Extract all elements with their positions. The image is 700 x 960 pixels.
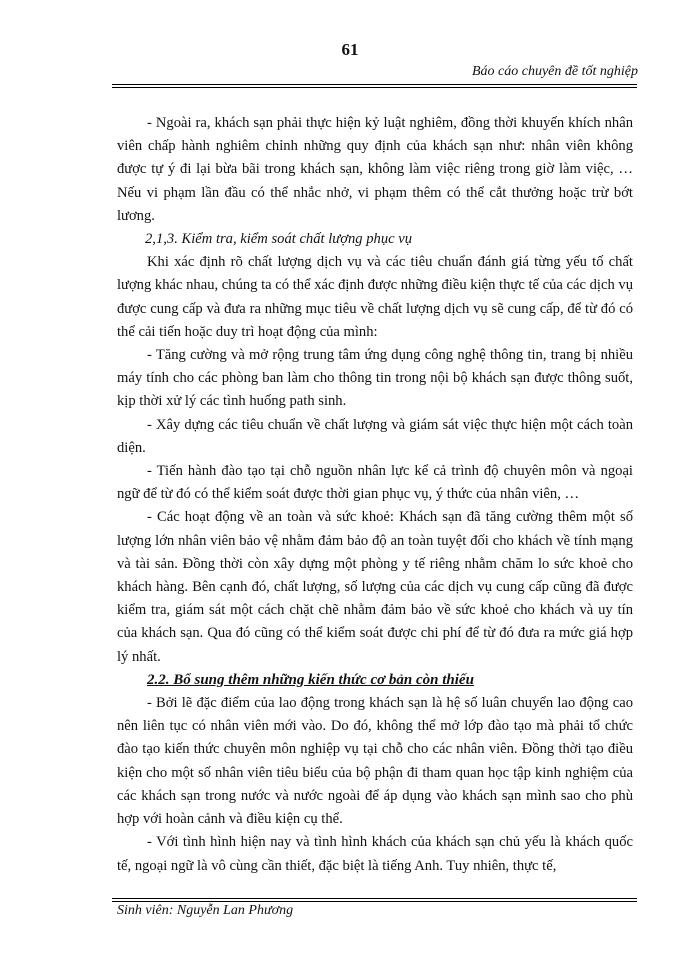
section-heading-knowledge: 2.2. Bổ sung thêm những kiến thức cơ bản còn thiếu [147,671,474,688]
paragraph-discipline: - Ngoài ra, khách sạn phải thực hiện kỷ luật nghiêm, đồng thời khuyến khích nhân viên chấp hành nghiêm chỉnh những quy định của khách sạn như: nhân viên không được tự ý đi lại bừa bãi trong khách sạn, không làm việc riêng trong giờ làm việc, … Nếu vi phạm lần đầu có thể nhắc nhở, vi phạm thêm có thể cắt thưởng hoặc trừ bớt lương. [117,115,633,224]
document-body [117,112,633,878]
page-number: 61 [341,40,359,59]
header-title: Báo cáo chuyên đề tốt nghiệp [471,64,638,79]
paragraph-foreign-language: - Với tình hình hiện nay và tình hình khách của khách sạn chủ yếu là khách quốc tế, ngoại ngữ là vô cùng cần thiết, đặc biệt là tiếng Anh. Tuy nhiên, thực tế, [117,834,633,874]
footer-rule-thin [112,901,637,902]
header-rule-thin [112,87,637,88]
paragraph-quality-intro: Khi xác định rõ chất lượng dịch vụ và các tiêu chuẩn đánh giá từng yếu tố chất lượng khác nhau, chúng ta có thể xác định được những điều kiện thực tế của các dịch vụ được cung cấp và đưa ra những mục tiêu về chất lượng dịch vụ sẽ cung cấp, để từ đó có thể cải tiến hoặc duy trì hoạt động của mình: [117,254,633,340]
header-rule [112,84,637,85]
paragraph-it-center: - Tăng cường và mở rộng trung tâm ứng dụng công nghệ thông tin, trang bị nhiều máy tính cho các phòng ban làm cho thông tin trong nội bộ khách sạn được thông suốt, kịp thời xử lý các tình huống path sinh. [117,347,633,410]
paragraph-safety-health: - Các hoạt động về an toàn và sức khoẻ: Khách sạn đã tăng cường thêm một số lượng lớn nhân viên bảo vệ nhằm đảm bảo độ an toàn tuyệt đối cho khách về tính mạng và tài sản. Đồng thời còn xây dựng một phòng y tế riêng nhằm chăm lo sức khoẻ cho khách hàng. Bên cạnh đó, chất lượng, số lượng của các dịch vụ cung cấp cũng đã được kiểm tra, giám sát một cách chặt chẽ nhằm đảm bảo về sức khoẻ cho khách và uy tín của khách sạn. Qua đó cũng có thể kiểm soát được chi phí để từ đó đưa ra mức giá hợp lý nhất. [117,509,633,665]
paragraph-standards: - Xây dựng các tiêu chuẩn về chất lượng và giám sát việc thực hiện một cách toàn diện. [117,416,633,456]
paragraph-staff-turnover: - Bởi lẽ đặc điểm của lao động trong khách sạn là hệ số luân chuyển lao động cao nên liên tục có nhân viên mới vào. Do đó, không thể mở lớp đào tạo mà phải tổ chức đào tạo kiến thức chuyên môn nghiệp vụ tại chỗ cho các nhân viên. Đồng thời tạo điều kiện cho một số nhân viên tiêu biểu của bộ phận đi tham quan học tập kinh nghiệm của các khách sạn trong nước và nước ngoài để áp dụng vào khách sạn mình sao cho phù hợp với hoàn cảnh và điều kiện cụ thể. [117,695,633,828]
footer-rule [112,898,637,899]
subheading-quality-control: 2,1,3. Kiểm tra, kiểm soát chất lượng phục vụ [145,231,413,248]
footer-student-name: Sinh viên: Nguyễn Lan Phương [117,903,294,918]
paragraph-training: - Tiến hành đào tạo tại chỗ nguồn nhân lực kể cả trình độ chuyên môn và ngoại ngữ để từ đó có thể kiểm soát được thời gian phục vụ, ý thức của nhân viên, … [117,463,633,503]
